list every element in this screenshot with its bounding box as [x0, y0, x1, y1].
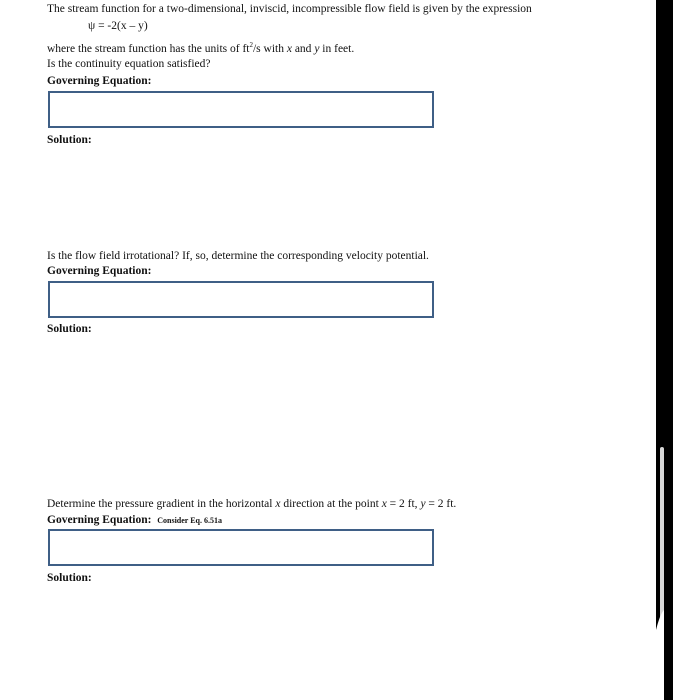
irrotational-question: Is the flow field irrotational? If, so, determine the corresponding velocity potential.	[47, 250, 429, 262]
governing-equation-line-3	[47, 513, 222, 528]
solution-label-3: Solution:	[47, 572, 92, 584]
pressure-gradient-question: Determine the pressure gradient in the horizontal x direction at the point x = 2 ft, y = 2 ft.	[47, 498, 457, 510]
page-edge-curl	[656, 610, 664, 700]
governing-equation-input-3[interactable]	[48, 529, 434, 566]
units-statement: where the stream function has the units of $ft^2/s$ with x and y in feet.	[47, 41, 355, 55]
governing-equation-label-3: Governing Equation:	[47, 514, 152, 526]
equation-hint: Consider Eq. 6.51a	[157, 516, 222, 525]
continuity-question: Is the continuity equation satisfied?	[47, 58, 211, 70]
governing-equation-input-1[interactable]	[48, 91, 434, 128]
governing-equation-input-2[interactable]	[48, 281, 434, 318]
solution-label-2: Solution:	[47, 323, 92, 335]
problem-intro: The stream function for a two-dimensional, inviscid, incompressible flow field is given by the expression	[47, 3, 532, 15]
scrollbar-track[interactable]	[656, 0, 673, 700]
governing-equation-label-2: Governing Equation:	[47, 265, 152, 277]
solution-label-1: Solution:	[47, 134, 92, 146]
governing-equation-label-1: Governing Equation:	[47, 75, 152, 87]
stream-function-equation: ψ = -2(x – y)	[88, 20, 148, 32]
